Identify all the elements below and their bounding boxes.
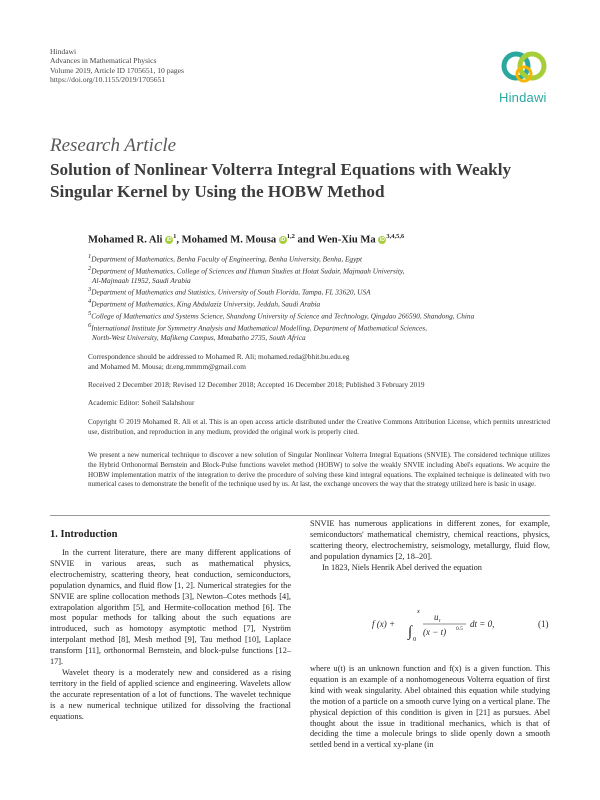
- eq-lhs: f (x) +: [372, 619, 396, 629]
- intro-right-column-continued: [310, 664, 550, 751]
- hindawi-logo-text: Hindawi: [499, 90, 547, 105]
- affiliation: $^3$Department of Mathematics and Statistics, University of South Florida, Tampa, FL 33620, USA: [88, 286, 371, 297]
- paragraph: In 1823, Niels Henrik Abel derived the equation: [322, 562, 482, 572]
- intro-left-column: [50, 548, 291, 723]
- abstract: We present a new numerical technique to discover a new solution of Singular Nonlinear Volterra Integral Equations (SNVIE). The considered technique utilizes the Hybrid Orthonormal Bernstein and Block-Pulse functions wavelet method (HOBW) to solve the weakly SNVIE including Abel's equations. We acquire the HOBW implementation matrix of the integration to derive the procedure of solving these kind integral equations. The explained technique is delineated with two numerical cases to demonstrate the benefit of the technique used by us. At last, the exchange uncovers the way that the strategy utilized here is basic in usage.: [88, 451, 550, 489]
- publication-dates: Received 2 December 2018; Revised 12 December 2018; Accepted 16 December 2018; Published 3 February 2019: [88, 380, 425, 389]
- affiliation: $^5$College of Mathematics and Systems Science, Shandong University of Science and Technology, Qingdao 266590, Shandong, China: [88, 310, 475, 321]
- author-name[interactable]: Mohamed M. Mousa: [181, 234, 277, 246]
- eq-upper-limit: x: [417, 608, 420, 615]
- paragraph: SNVIE has numerous applications in different zones, for example, semiconductors' mathematical chemistry, chemical reactions, physics, scattering theory, electrochemistry, seismology, metallurgy, fluid flow, and population dynamics [2, 18–20].: [310, 519, 550, 561]
- journal-header: [50, 47, 184, 85]
- affiliation-continued: North-West University, Mafikeng Campus, Mmabatho 2735, South Africa: [92, 333, 306, 343]
- affiliation: $^4$Department of Mathematics, King Abdulaziz University, Jeddah, Saudi Arabia: [88, 298, 321, 309]
- article-type: Research Article: [50, 135, 177, 156]
- eq-numerator: u: [434, 612, 439, 622]
- journal-name: Advances in Mathematical Physics: [50, 56, 157, 66]
- author-separator: and: [294, 234, 318, 246]
- copyright-notice: Copyright © 2019 Mohamed R. Ali et al. This is an open access article distributed under the Creative Commons Attribution License, which permits unrestricted use, distribution, and reproduction in any medium, provided the original work is properly cited.: [88, 418, 550, 436]
- eq-number: (1): [538, 619, 549, 629]
- author-affil-sup: 1: [173, 233, 177, 240]
- affiliation: $^1$Department of Mathematics, Benha Faculty of Engineering, Benha University, Benha, Egypt: [88, 253, 362, 264]
- publisher-name: Hindawi: [50, 47, 77, 56]
- orcid-icon[interactable]: iD: [280, 237, 286, 244]
- intro-right-column: [310, 519, 550, 574]
- article-title: Solution of Nonlinear Volterra Integral Equations with Weakly Singular Kernel by Using the HOBW Method: [50, 160, 512, 201]
- affiliation: $^2$Department of Mathematics, College of Sciences and Human Studies at Hotat Sudair, Majmaah University,: [88, 264, 405, 276]
- affiliation-continued: Al-Majmaah 11952, Saudi Arabia: [92, 275, 191, 285]
- orcid-icon[interactable]: iD: [166, 237, 172, 244]
- equation-1: [310, 604, 550, 644]
- author-list: [88, 233, 404, 246]
- section-heading: 1. Introduction: [50, 529, 118, 540]
- orcid-icon[interactable]: iD: [379, 237, 385, 244]
- doi-link[interactable]: https://doi.org/10.1155/2019/1705651: [50, 75, 166, 85]
- eq-lower-limit: 0: [413, 636, 417, 643]
- author-name[interactable]: Wen-Xiu Ma: [317, 234, 376, 246]
- eq-numerator-sub: t: [439, 618, 441, 624]
- affiliation: $^6$International Institute for Symmetry Analysis and Mathematical Modelling, Department of Mathematical Sciences,: [88, 322, 427, 333]
- author-name[interactable]: Mohamed R. Ali: [88, 234, 163, 246]
- paragraph: Wavelet theory is a moderately new and considered as a rising territory in the field of applied science and engineering. Wavelets allow the accurate representation of a lot of functions. The wavelet technique is a new numerical technique utilized for dissolving the fractional equations.: [50, 667, 291, 721]
- paragraph: where u(t) is an unknown function and f(x) is a given function. This equation is an example of a nonhomogeneous Volterra equation of first kind with weak singularity. Abel obtained this equation while studying the motion of a particle on a smooth curve lying on a vertical plane. The physical depiction of this condition is given in [21] as pursues. Abel thought about the issue in traditional mechanics, which is that of deciding the time a molecule brings to slide openly down a smooth settled bend in a vertical xy-plane (in: [310, 664, 550, 750]
- integral-sign: ∫: [408, 624, 413, 640]
- eq-denominator: (x − t): [423, 627, 447, 637]
- eq-differential: dt = 0,: [470, 619, 495, 629]
- paragraph: In the current literature, there are many different applications of SNVIE in various areas, such as mathematical physics, electrochemistry, scattering theory, heat conduction, semiconductors, population dynamics, and fluid flow [1, 2]. Numerical strategies for the SNVIE are spline collocation methods [3], Newton–Cotes methods [4], extrapolation algorithm [5], and Hermite-collocation method [6]. The most popular methods for talking about the such equations are introduced, such as homotopy asymptotic method [7], Nyström interpolant method [8], Mesh method [9], Tau method [10], Laplace transform [11], orthonormal Bernstein, and block-pulse functions [12–17].: [50, 548, 291, 667]
- academic-editor: Academic Editor: Soheil Salahshour: [88, 398, 195, 407]
- divider: [50, 515, 550, 516]
- volume-line: Volume 2019, Article ID 1705651, 10 pages: [50, 65, 184, 75]
- affiliations: [88, 252, 548, 343]
- eq-denominator-sup: 0.5: [456, 626, 463, 632]
- correspondence: Correspondence should be addressed to Mohamed R. Ali; mohamed.reda@bhit.bu.edu.eg and Mohamed M. Mousa; dr.eng.mmmm@gmail.com: [88, 352, 350, 371]
- author-affil-sup: 1,2: [286, 233, 295, 240]
- author-affil-sup: 3,4,5,6: [386, 233, 405, 240]
- author-separator: ,: [176, 234, 182, 246]
